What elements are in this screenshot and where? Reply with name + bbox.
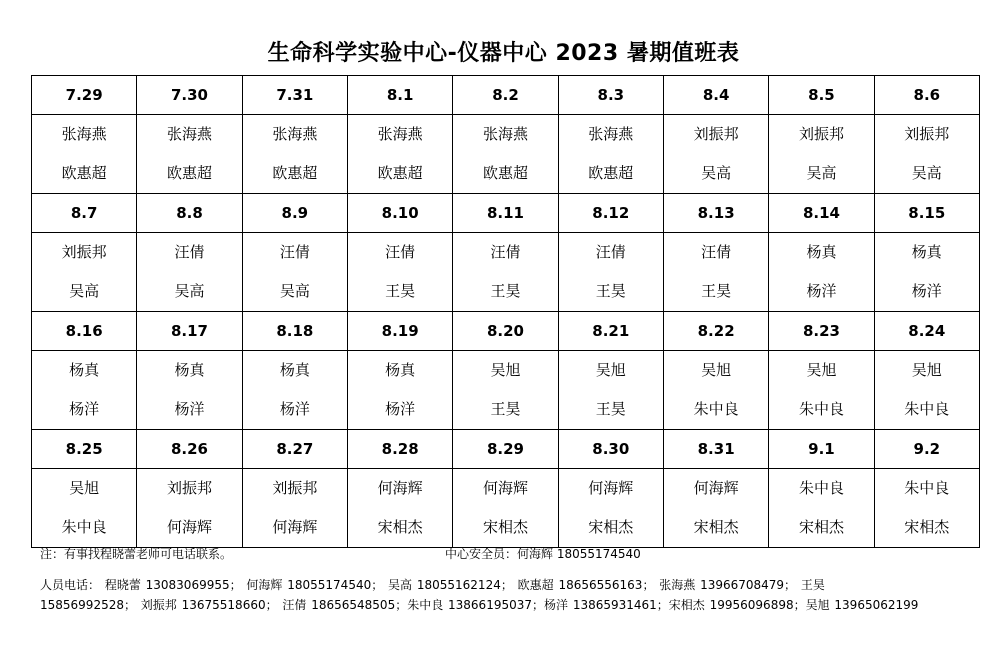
- duty-table-body: [32, 76, 980, 548]
- staff-name-secondary: 宋相杰: [693, 518, 739, 536]
- date-cell: 8.18: [242, 312, 347, 351]
- date-cell: 7.30: [137, 76, 242, 115]
- staff-cell: [137, 351, 242, 430]
- staff-name-secondary: 宋相杰: [482, 518, 528, 536]
- staff-name-primary: 汪倩: [595, 243, 626, 261]
- date-cell: 8.8: [137, 194, 242, 233]
- staff-cell: [663, 233, 768, 312]
- date-cell: 7.31: [242, 76, 347, 115]
- staff-name-secondary: 吴高: [69, 282, 100, 300]
- date-cell: 8.14: [769, 194, 874, 233]
- staff-name-primary: 张海燕: [272, 125, 318, 143]
- staff-name-secondary: 欧惠超: [61, 164, 107, 182]
- staff-name-primary: 何海辉: [588, 479, 634, 497]
- staff-name-primary: 刘振邦: [61, 243, 107, 261]
- date-row: [32, 76, 980, 115]
- staff-name-primary: 杨真: [174, 361, 205, 379]
- staff-name-secondary: 杨洋: [911, 282, 942, 300]
- staff-name-primary: 张海燕: [166, 125, 212, 143]
- staff-cell: [663, 469, 768, 548]
- staff-name-primary: 何海辉: [482, 479, 528, 497]
- staff-name-secondary: 宋相杰: [798, 518, 844, 536]
- staff-cell: [453, 233, 558, 312]
- staff-name-secondary: 欧惠超: [166, 164, 212, 182]
- phone-list-line-2: 15856992528； 刘振邦 13675518660； 汪倩 18656548505；朱中良 13866195037；杨洋 13865931461；宋相杰 19956096898；吴旭 13965062199: [40, 598, 919, 612]
- date-cell: 9.1: [769, 430, 874, 469]
- staff-name-primary: 杨真: [806, 243, 837, 261]
- date-cell: 8.21: [558, 312, 663, 351]
- date-cell: 9.2: [874, 430, 979, 469]
- staff-cell: [769, 233, 874, 312]
- staff-name-secondary: 吴高: [174, 282, 205, 300]
- staff-name-secondary: 宋相杰: [588, 518, 634, 536]
- staff-cell: [242, 351, 347, 430]
- staff-cell: [347, 115, 452, 194]
- staff-name-primary: 吴旭: [911, 361, 942, 379]
- staff-cell: [347, 469, 452, 548]
- date-cell: 8.23: [769, 312, 874, 351]
- safety-officer: 中心安全员：何海辉 18055174540: [445, 547, 641, 561]
- date-cell: 8.24: [874, 312, 979, 351]
- staff-cell: [32, 469, 137, 548]
- staff-name-secondary: 王昊: [490, 282, 521, 300]
- staff-name-primary: 刘振邦: [166, 479, 212, 497]
- date-cell: 8.16: [32, 312, 137, 351]
- duty-schedule-table: [31, 75, 980, 548]
- staff-cell: [137, 469, 242, 548]
- staff-name-secondary: 宋相杰: [904, 518, 950, 536]
- date-cell: 8.22: [663, 312, 768, 351]
- staff-name-primary: 张海燕: [588, 125, 634, 143]
- staff-cell: [558, 351, 663, 430]
- staff-cell: [558, 233, 663, 312]
- date-row: [32, 430, 980, 469]
- date-cell: 8.9: [242, 194, 347, 233]
- staff-cell: [32, 233, 137, 312]
- date-cell: 8.28: [347, 430, 452, 469]
- staff-name-primary: 吴旭: [701, 361, 732, 379]
- staff-cell: [874, 115, 979, 194]
- staff-name-primary: 汪倩: [279, 243, 310, 261]
- staff-cell: [242, 233, 347, 312]
- date-cell: 7.29: [32, 76, 137, 115]
- staff-name-primary: 张海燕: [377, 125, 423, 143]
- date-cell: 8.27: [242, 430, 347, 469]
- date-cell: 8.30: [558, 430, 663, 469]
- staff-name-secondary: 欧惠超: [588, 164, 634, 182]
- staff-name-secondary: 何海辉: [272, 518, 318, 536]
- staff-name-primary: 何海辉: [693, 479, 739, 497]
- staff-row: [32, 233, 980, 312]
- staff-cell: [769, 469, 874, 548]
- staff-name-secondary: 吴高: [279, 282, 310, 300]
- date-row: [32, 312, 980, 351]
- staff-cell: [874, 469, 979, 548]
- date-cell: 8.29: [453, 430, 558, 469]
- staff-cell: [242, 469, 347, 548]
- date-cell: 8.13: [663, 194, 768, 233]
- staff-name-secondary: 王昊: [385, 282, 416, 300]
- staff-name-primary: 张海燕: [482, 125, 528, 143]
- staff-name-primary: 汪倩: [701, 243, 732, 261]
- date-cell: 8.31: [663, 430, 768, 469]
- phone-list: [40, 575, 980, 615]
- date-cell: 8.5: [769, 76, 874, 115]
- staff-name-secondary: 王昊: [595, 400, 626, 418]
- page-title: 生命科学实验中心-仪器中心 2023 暑期值班表: [267, 41, 740, 66]
- staff-name-secondary: 朱中良: [904, 400, 950, 418]
- staff-name-primary: 杨真: [69, 361, 100, 379]
- date-cell: 8.2: [453, 76, 558, 115]
- staff-cell: [769, 115, 874, 194]
- staff-name-primary: 朱中良: [904, 479, 950, 497]
- date-cell: 8.3: [558, 76, 663, 115]
- staff-name-primary: 刘振邦: [904, 125, 950, 143]
- staff-name-primary: 杨真: [385, 361, 416, 379]
- date-cell: 8.19: [347, 312, 452, 351]
- staff-name-secondary: 吴高: [701, 164, 732, 182]
- staff-name-secondary: 欧惠超: [482, 164, 528, 182]
- staff-cell: [453, 351, 558, 430]
- phone-list-line-1: 人员电话： 程晓蕾 13083069955； 何海辉 18055174540； 吴高 18055162124； 欧惠超 18656556163； 张海燕 13966708479； 王昊: [40, 578, 825, 592]
- staff-name-primary: 杨真: [911, 243, 942, 261]
- staff-name-primary: 杨真: [279, 361, 310, 379]
- staff-name-primary: 刘振邦: [693, 125, 739, 143]
- staff-name-secondary: 杨洋: [806, 282, 837, 300]
- staff-cell: [137, 233, 242, 312]
- staff-cell: [874, 351, 979, 430]
- date-cell: 8.10: [347, 194, 452, 233]
- staff-name-primary: 吴旭: [806, 361, 837, 379]
- staff-cell: [769, 351, 874, 430]
- staff-name-secondary: 何海辉: [166, 518, 212, 536]
- staff-name-secondary: 吴高: [806, 164, 837, 182]
- date-cell: 8.7: [32, 194, 137, 233]
- staff-cell: [347, 351, 452, 430]
- staff-name-primary: 刘振邦: [272, 479, 318, 497]
- staff-name-secondary: 朱中良: [693, 400, 739, 418]
- staff-name-primary: 吴旭: [595, 361, 626, 379]
- staff-cell: [558, 115, 663, 194]
- staff-cell: [32, 351, 137, 430]
- date-cell: 8.6: [874, 76, 979, 115]
- staff-name-secondary: 欧惠超: [377, 164, 423, 182]
- date-row: [32, 194, 980, 233]
- date-cell: 8.26: [137, 430, 242, 469]
- staff-name-secondary: 杨洋: [174, 400, 205, 418]
- date-cell: 8.20: [453, 312, 558, 351]
- date-cell: 8.25: [32, 430, 137, 469]
- staff-name-secondary: 王昊: [701, 282, 732, 300]
- staff-name-secondary: 朱中良: [798, 400, 844, 418]
- staff-name-secondary: 吴高: [911, 164, 942, 182]
- staff-name-primary: 张海燕: [61, 125, 107, 143]
- staff-name-secondary: 杨洋: [69, 400, 100, 418]
- date-cell: 8.12: [558, 194, 663, 233]
- staff-name-primary: 吴旭: [490, 361, 521, 379]
- date-cell: 8.4: [663, 76, 768, 115]
- staff-cell: [347, 233, 452, 312]
- date-cell: 8.15: [874, 194, 979, 233]
- staff-cell: [453, 469, 558, 548]
- staff-name-primary: 朱中良: [798, 479, 844, 497]
- staff-name-secondary: 杨洋: [279, 400, 310, 418]
- staff-row: [32, 115, 980, 194]
- staff-name-secondary: 王昊: [595, 282, 626, 300]
- staff-name-primary: 吴旭: [69, 479, 100, 497]
- contact-note: 注：有事找程晓蕾老师可电话联系。: [40, 547, 233, 561]
- staff-cell: [663, 115, 768, 194]
- staff-name-secondary: 宋相杰: [377, 518, 423, 536]
- staff-name-secondary: 欧惠超: [272, 164, 318, 182]
- staff-row: [32, 351, 980, 430]
- staff-cell: [558, 469, 663, 548]
- staff-name-primary: 汪倩: [385, 243, 416, 261]
- staff-cell: [453, 115, 558, 194]
- staff-cell: [242, 115, 347, 194]
- staff-name-secondary: 朱中良: [61, 518, 107, 536]
- date-cell: 8.11: [453, 194, 558, 233]
- staff-name-primary: 汪倩: [174, 243, 205, 261]
- staff-row: [32, 469, 980, 548]
- staff-cell: [137, 115, 242, 194]
- staff-name-primary: 汪倩: [490, 243, 521, 261]
- staff-name-secondary: 王昊: [490, 400, 521, 418]
- staff-cell: [663, 351, 768, 430]
- date-cell: 8.17: [137, 312, 242, 351]
- staff-cell: [32, 115, 137, 194]
- staff-name-primary: 刘振邦: [798, 125, 844, 143]
- staff-name-secondary: 杨洋: [385, 400, 416, 418]
- date-cell: 8.1: [347, 76, 452, 115]
- staff-cell: [874, 233, 979, 312]
- staff-name-primary: 何海辉: [377, 479, 423, 497]
